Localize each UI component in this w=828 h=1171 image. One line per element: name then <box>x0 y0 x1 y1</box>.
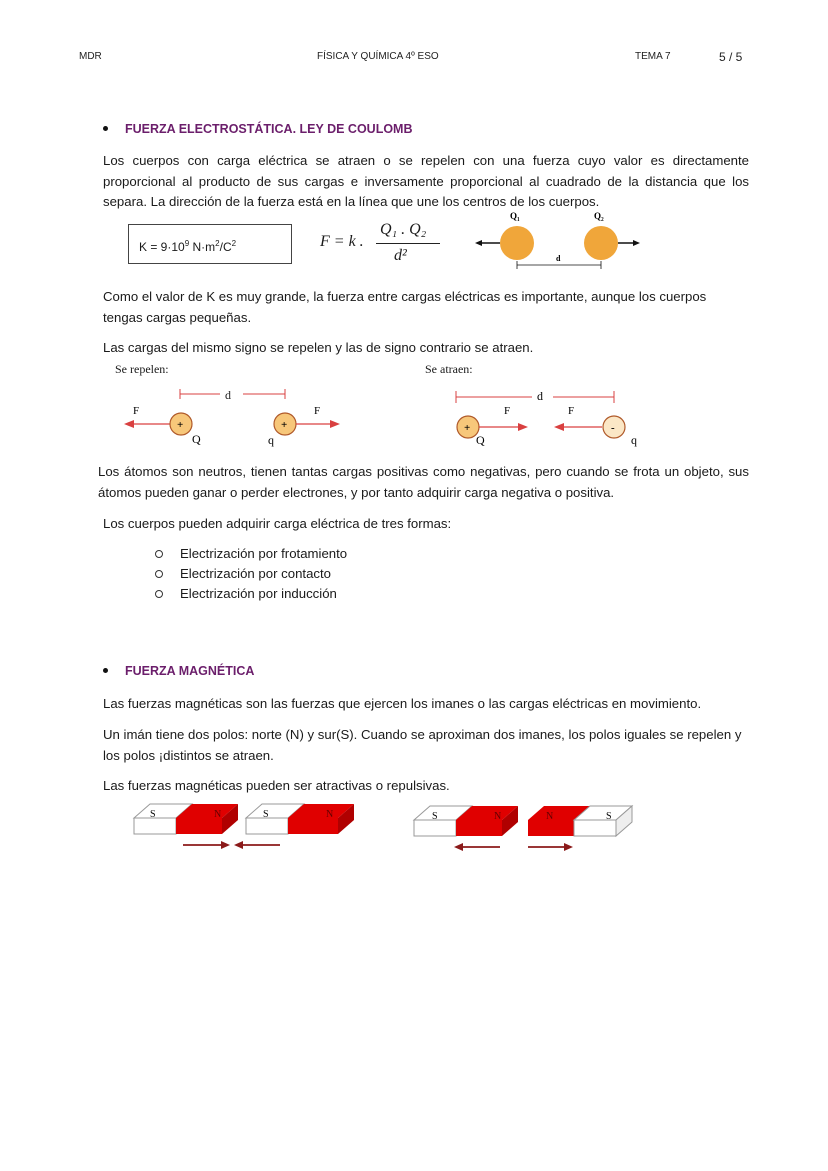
magnet-1-south-label: S <box>150 809 156 820</box>
magnet-3-south-label: S <box>432 811 438 822</box>
attract-d-label: d <box>537 389 543 403</box>
magnet-3 <box>414 806 518 836</box>
magnets-repel-diagram <box>410 800 642 856</box>
charge-q2 <box>584 226 618 260</box>
repel-magnet-arrow-right-icon <box>564 843 573 851</box>
magnet-4-north-label: N <box>546 811 554 822</box>
magnetic-definition-paragraph: Las fuerzas magnéticas son las fuerzas que ejercen los imanes o las cargas eléctricas en movimiento. <box>103 696 702 711</box>
repel-force-right-label: F <box>314 405 321 417</box>
distance-label: d <box>556 254 561 263</box>
attract-label: Se atraen: <box>425 362 473 376</box>
repel-d-label: d <box>225 388 231 402</box>
magnet-1-north-label: N <box>214 809 222 820</box>
magnet-2-south-label: S <box>263 809 269 820</box>
attract-magnet-arrow-left-icon <box>234 841 243 849</box>
magnet-1 <box>134 804 238 834</box>
magnet-3-north-label: N <box>494 811 502 822</box>
list-item: Electrización por frotamiento <box>155 546 347 561</box>
magnet-poles-paragraph: Un imán tiene dos polos: norte (N) y sur(S). Cuando se aproximan dos imanes, los polos iguales se repelen y los polos ¡distintos se atraen. <box>103 727 742 763</box>
coulomb-force-diagram <box>470 208 650 272</box>
atoms-paragraph: Los átomos son neutros, tienen tantas cargas positivas como negativas, pero cuando se frota un objeto, sus átomos pueden ganar o perder electrones, y por tanto adquirir carga negativa o positiva. <box>98 464 749 500</box>
q2-label: Q₂ <box>594 211 604 221</box>
attract-Q-label: Q <box>476 433 485 447</box>
force-arrow-left-icon <box>475 240 482 246</box>
k-large-paragraph: Como el valor de K es muy grande, la fuerza entre cargas eléctricas es importante, aunque los cuerpos tengas cargas pequeñas. <box>103 289 707 325</box>
magnet-4 <box>528 806 632 836</box>
repel-diagram <box>118 382 348 450</box>
repel-magnet-arrow-left-icon <box>454 843 463 851</box>
charging-methods-intro: Los cuerpos pueden adquirir carga eléctrica de tres formas: <box>103 516 452 531</box>
attract-magnet-arrow-right-icon <box>221 841 230 849</box>
repel-force-left-label: F <box>133 405 140 417</box>
magnet-2-north-label: N <box>326 809 334 820</box>
magnet-4-south-label: S <box>606 811 612 822</box>
attract-arrow-left-icon <box>554 423 564 431</box>
section-magnetic-title: FUERZA MAGNÉTICA <box>103 664 254 678</box>
repel-q-label: q <box>268 433 274 447</box>
list-item: Electrización por inducción <box>155 586 337 601</box>
charge-q1 <box>500 226 534 260</box>
bullet-icon <box>103 126 108 131</box>
coulomb-intro-paragraph: Los cuerpos con carga eléctrica se atraen o se repelen con una fuerza cuyo valor es directamente proporcional al producto de sus cargas e inversamente proporcional al cuadrado de la distancia que los separa. La dirección de la fuerza está en la línea que une los centros de los cuerpos. <box>103 153 749 209</box>
attract-diagram <box>452 382 652 450</box>
header-page-number: 5 / 5 <box>719 50 743 64</box>
q1-label: Q₁ <box>510 211 520 221</box>
magnet-2 <box>246 804 354 834</box>
magnets-attract-diagram <box>130 800 362 856</box>
section-coulomb-title: FUERZA ELECTROSTÁTICA. LEY DE COULOMB <box>103 122 413 136</box>
list-item: Electrización por contacto <box>155 566 331 581</box>
attract-arrow-right-icon <box>518 423 528 431</box>
magnetic-forces-paragraph: Las fuerzas magnéticas pueden ser atractivas o repulsivas. <box>103 778 450 793</box>
sign-rule-paragraph: Las cargas del mismo signo se repelen y las de signo contrario se atraen. <box>103 340 534 355</box>
coulomb-constant-box: $K = 9\cdot 10^9$ $N\cdot m^2/C^2$ <box>128 224 292 264</box>
attract-force-left-label: F <box>504 405 511 417</box>
attract-q-label: q <box>631 433 637 447</box>
repel-arrow-right-icon <box>330 420 340 428</box>
repel-sign-q: + <box>281 419 288 431</box>
repel-Q-label: Q <box>192 432 201 446</box>
coulomb-formula: F = k . Q₁ . Q₂ d² <box>320 221 444 271</box>
attract-sign-q: - <box>611 422 615 434</box>
force-arrow-right-icon <box>633 240 640 246</box>
header-subject: FÍSICA Y QUÍMICA 4º ESO <box>317 51 439 62</box>
header-topic: TEMA 7 <box>635 51 671 62</box>
header-author: MDR <box>79 51 102 62</box>
repel-sign-Q: + <box>177 419 184 431</box>
attract-force-right-label: F <box>568 405 575 417</box>
attract-sign-Q: + <box>464 422 471 434</box>
repel-label: Se repelen: <box>115 362 169 376</box>
repel-arrow-left-icon <box>124 420 134 428</box>
bullet-icon <box>103 668 108 673</box>
